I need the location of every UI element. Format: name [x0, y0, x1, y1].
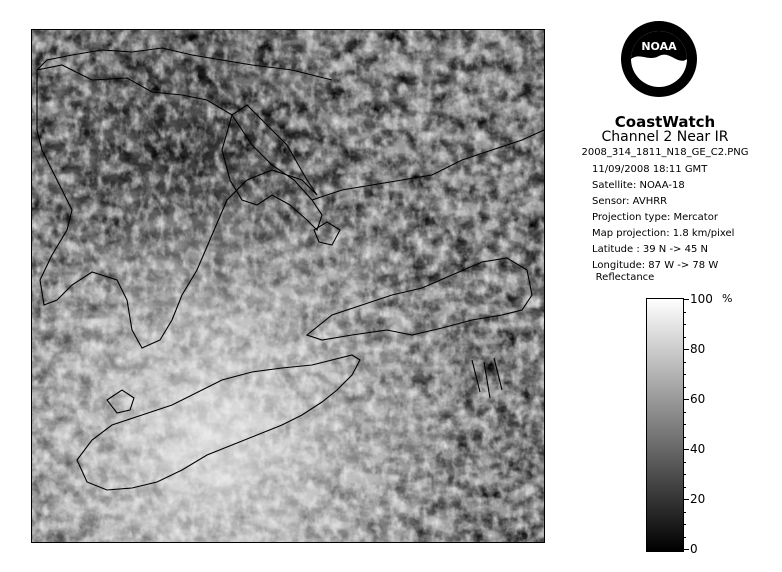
colorbar-tick-label: 40 — [690, 442, 706, 456]
satellite-image — [31, 29, 545, 543]
colorbar-minor-tick — [683, 324, 686, 325]
colorbar-tick-mark — [683, 399, 689, 400]
brand-title: CoastWatch — [614, 113, 716, 131]
colorbar-minor-tick — [683, 374, 686, 375]
colorbar-minor-tick — [683, 312, 686, 313]
latitude-text: Latitude : 39 N -> 45 N — [592, 244, 708, 255]
colorbar-tick-mark — [683, 499, 689, 500]
colorbar-minor-tick — [683, 387, 686, 388]
file-name: 2008_314_1811_N18_GE_C2.PNG — [581, 147, 749, 158]
map-projection-text: Map projection: 1.8 km/pixel — [592, 228, 735, 239]
colorbar-tick-label: 80 — [690, 342, 706, 356]
colorbar-minor-tick — [683, 337, 686, 338]
colorbar-minor-tick — [683, 537, 686, 538]
colorbar-tick-label: 100 — [690, 292, 713, 306]
colorbar-tick-mark — [683, 549, 689, 550]
longitude-text: Longitude: 87 W -> 78 W — [592, 260, 719, 271]
colorbar-tick-mark — [683, 349, 689, 350]
colorbar-minor-tick — [683, 512, 686, 513]
satellite-text: Satellite: NOAA-18 — [592, 180, 685, 191]
colorbar-minor-tick — [683, 412, 686, 413]
datetime-text: 11/09/2008 18:11 GMT — [592, 164, 708, 175]
sensor-text: Sensor: AVHRR — [592, 196, 668, 207]
colorbar-minor-tick — [683, 462, 686, 463]
colorbar-title: Reflectance — [595, 272, 655, 283]
colorbar-unit: % — [722, 292, 733, 305]
colorbar-minor-tick — [683, 487, 686, 488]
colorbar-tick-label: 60 — [690, 392, 706, 406]
noaa-logo-text: NOAA — [641, 40, 677, 53]
colorbar-minor-tick — [683, 437, 686, 438]
colorbar-tick-label: 0 — [690, 542, 698, 556]
colorbar-minor-tick — [683, 362, 686, 363]
noaa-logo — [620, 20, 698, 98]
colorbar-minor-tick — [683, 524, 686, 525]
colorbar-tick-label: 20 — [690, 492, 706, 506]
colorbar — [646, 298, 684, 552]
colorbar-minor-tick — [683, 424, 686, 425]
colorbar-minor-tick — [683, 474, 686, 475]
colorbar-tick-mark — [683, 449, 689, 450]
channel-label: Channel 2 Near IR — [601, 129, 729, 145]
projection-type-text: Projection type: Mercator — [592, 212, 718, 223]
colorbar-tick-mark — [683, 299, 689, 300]
